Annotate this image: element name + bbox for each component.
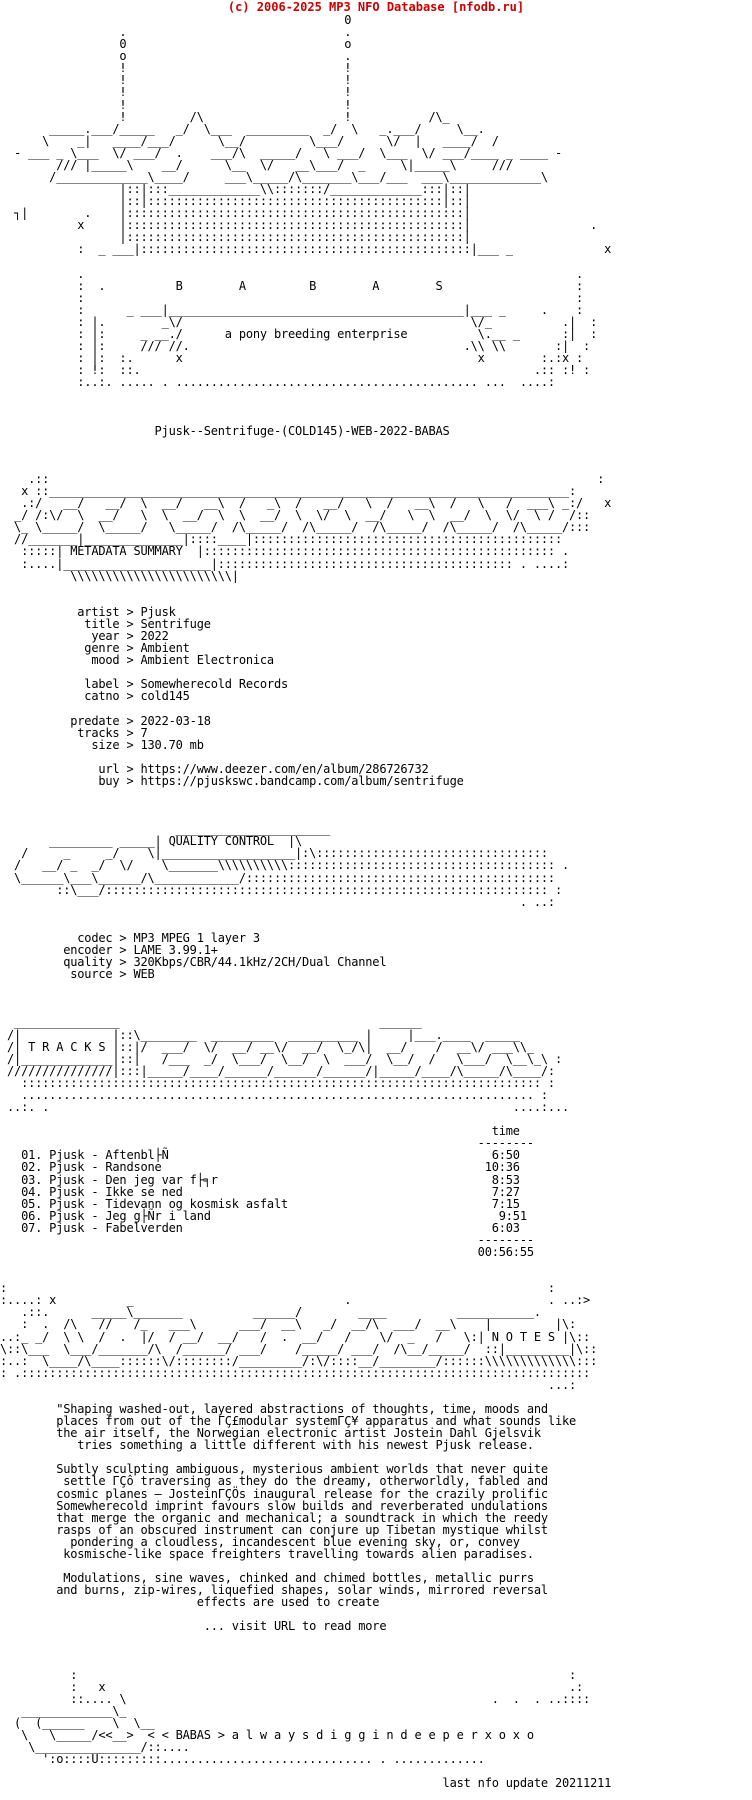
site-header: (c) 2006-2025 MP3 NFO Database [nfodb.ru] <box>227 0 525 14</box>
nfo-text: 0 . . 0 o o . ! ! ! ! ! ! ! ! ! /\ ! /\_ _____.___/_____ _/ \___ _________ _/ \ _.___/ \__. \ _| ____/___/ \__/ \___/ \/ | ____/ / - ___ _ \___ \/ ___/ . ___/\ _____/ \ ___/ \___ \/ ___/____ _ ____ - /// |_____\ __/ \__ \/ __\___/ _ \|_____\ /// /_____________\____/ ___\_____/\_______\___/___ ___\_____________\ |::|:::_____________\\:::::::/_____________:::|::| |::|::::::::::::::::::::::::::::::::::::::::::|::| ┐| . |::::::::::::::::::::::::::::::::::::::::::::::::| x |::::::::::::::::::::::::::::::::::::::::::::::::| . |::::::::::::::::::::::::::::::::::::::::::::::::| : _ ___|:::::::::::::::::::::::::::::::::::::::::::::::|___ _ x . . : . B A B A S : : : : _ ___|__________________________________________|___ _ . : : |. _\/ \/_ .| : : |: _ __./ a pony breeding enterprise \.__ _ :| : : |: /// //. .\\ \\ :| : : |: :. x x :.:x : : !: ::. .:: :! : :..:. ..... . ........................................... ... ....: Pjusk--Sentrifuge-(COLD145)-WEB-2022-BABAS .:: : x ::__________________________________________________________________________: .:/ __/ __/ \ __/ __\ / _\ / __/ \ / __\ / \ / ___\ _:/ x _/ /:\/ \ __/ \ \ __/ \ \ __/ \ \/ \ __/ \ \ __/ \ \/ \ / /:: \_ \_____/ \_____/ \_____/ /\_____/ /\_____/ /\_____/ /\_____/ /\_____/::: //_______|______________|::::____|:::::::::::::::::::::::::::::::::::::::::::: :::::| METADATA SUMMARY |:::::::::::::::::::::::::::::::::::::::::::::::::: . :....|_____________________|:::::::::::::::::::::::::::::::::::::::::: . ....: \\\\\\\\\\\\\\\\\\\\\\\| artist > Pjusk title > Sentrifuge year > 2022 genre > Ambient mood > Ambient Electronica label > Somewherecold Records catno > cold145 predate > 2022-03-18 tracks > 7 size > 130.70 mb url > https://www.deezer.com/en/album/286726732 buy > https://pjuskswc.bandcamp.com/album/sentrifuge ______________________ _________ _____| QUALITY CONTROL |\ / _ _/ \|___________________|:\::::::::::::::::::::::::::::::::: / __/ _ _/ \/ \_______\\\\\\\\\\:::::::::::::::::::::::::::::::::::::: . \______\___\______/\____________/:::::::::::::::::::::::::::::::::::::::::::: ::\___/::::::::::::::::::::::::::::::::::::::::::::::::::::::::::::::: : . ..: codec > MP3 MPEG 1 layer 3 encoder > LAME 3.99.1+ quality > 320Kbps/CBR/44.1kHz/2CH/Dual Channel source > WEB _______________ ______ /| |::\________ _________ __________ | |___.____ _____ /| T R A C K S |::|/ ___/ \/ __/ __\/ __/ \_/\| __/ / __\/ ___\\_ /|_____________|::| /___ _/ \___/ \__/ \ ___/ \__/ / \___/ \__\_\ : ///////////////|:::|_____/____/______/______/______/|_____/____/\_____/\____/: :::::::::::::::::::::::::::::::::::::::::::::::::::::::::::::::::::::::::: : ......................................................................... : ..:. . ....:... time -------- 01. Pjusk - Aftenbl├Ñ 6:50 02. Pjusk - Randsone 10:36 03. Pjusk - Den jeg var f├╕r 8:53 04. Pjusk - Ikke se ned 7:27 05. Pjusk - Tidevann og kosmisk asfalt 7:15 06. Pjusk - Jeg g├Ñr i land 9:51 07. Pjusk - Fabelverden 6:03 -------- 00:56:55 : : :....: x _ . . ..:> .::. _____\_______ ______/ ____ ___________. : . /\ // /_ ___\ ___/ __\ _/ __/\ ___/ __\ | |\: ..:_ _/ \ \ / . |/ / __/ __/ / . __/ / \/ _ / \:| N O T E S |\:: \::\___ \___/_______/\ /______/ ___/ /_____/ ___/ /\__/_____/ ::|_________|\:: :..: \____/\____::::::\/::::::::/_________/:\/::::__/________/::::::\\\\\\\\\\\\\::: : .::::::::::::::::::::::::::::::::::::::::::::::::::::::::::::::::::::::::::::::::: ...: "Shaping washed-out, layered abstractions of thoughts, time, moods and places from out of the ΓÇ£modular systemΓÇ¥ apparatus and what sounds like the air itself, the Norwegian electronic artist Jostein Dahl Gjelsvik tries something a little different with his newest Pjusk release. Subtly sculpting ambiguous, mysterious ambient worlds that never quite settle ΓÇô traversing as they do the dreamy, otherworldly, fabled and cosmic planes – JosteinΓÇÖs inaugural release for the crazily prolific Somewherecold imprint favours slow builds and reverberated undulations that merge the organic and mechanical; a soundtrack in which the reedy rasps of an obscured instrument can conjure up Tibetan mystique whilst pondering a cloudless, incandescent blue evening sky, or, convey kosmische-like space freighters travelling towards alien paradises. Modulations, sine waves, chinked and chimed bottles, metallic purrs and burns, zip-wires, liquefied shapes, solar winds, mirrored reversal effects are used to create ... visit URL to read more : : : x .: ::.... \ . . . ..:::: _____________\_ ( (______ \ \__ \ \_____/<<__> < < BABAS > a l w a y s d i g g i n d e e p e r x o x o \_______________/::.... ':o::::U:::::::::.............................. . ............. last nfo update 20211211 <box>0 13 612 1791</box>
